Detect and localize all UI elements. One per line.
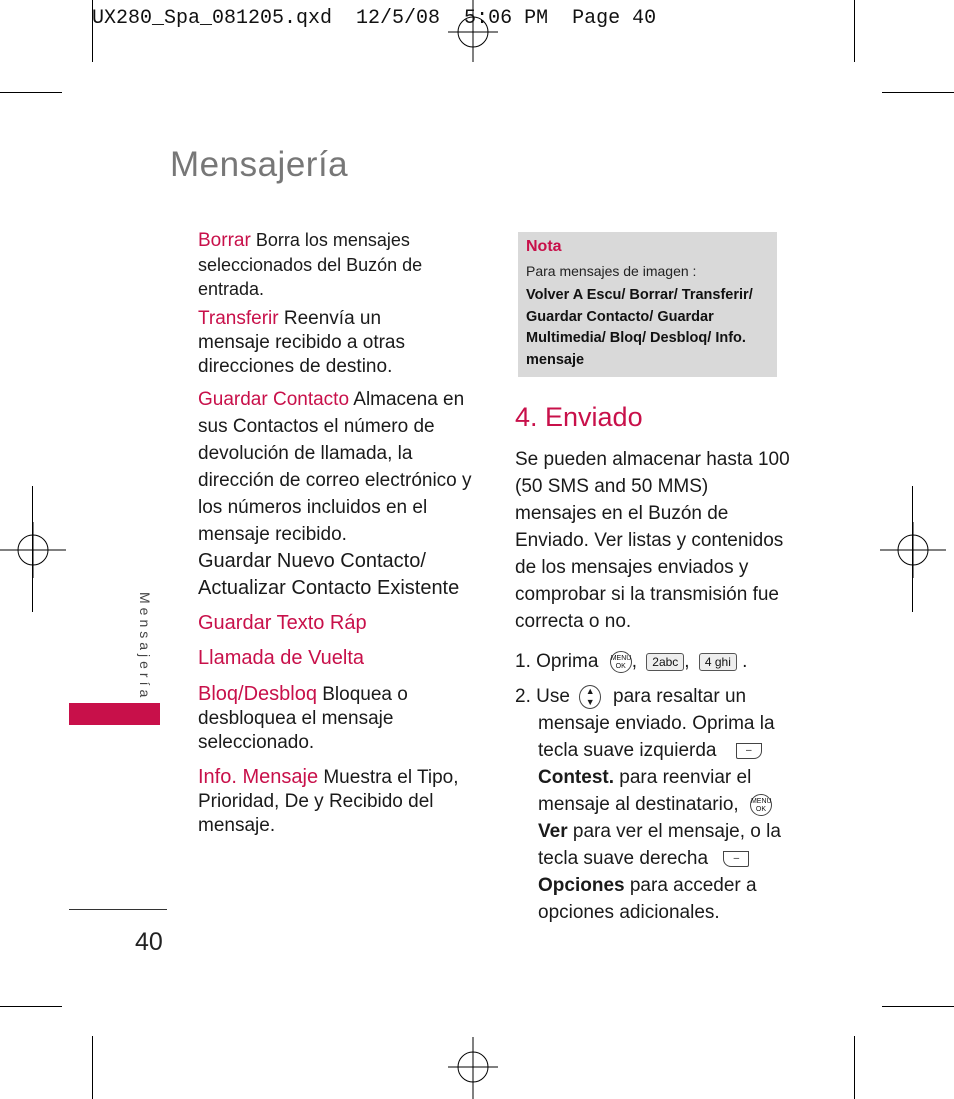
page-number: 40 [135, 928, 163, 956]
footer-rule [69, 909, 167, 910]
step2-body [538, 683, 783, 926]
step2-text-b: para reenviar el mensaje al destinatario, [538, 767, 752, 815]
step2-opciones: Opciones [538, 875, 625, 896]
nav-key-icon: ▲ ▼ [579, 685, 601, 709]
nota-intro: Para mensajes de imagen : [526, 263, 697, 279]
guardar-texto-rap: Guardar Texto Ráp [198, 612, 367, 634]
info-text: Muestra el Tipo, Prioridad, De y Recibido del mensaje. [198, 767, 459, 836]
borrar-text: Borra los mensajes seleccionados del Buzón de entrada. [198, 230, 423, 299]
step-2 [515, 683, 790, 923]
left-softkey-icon: – [736, 743, 762, 759]
registration-mark-icon [448, 1037, 498, 1099]
page-title: Mensajería [170, 145, 349, 184]
menu-ok-key-icon: MENU OK [750, 794, 772, 816]
borrar-term: Borrar [198, 230, 251, 251]
registration-mark-icon [0, 522, 66, 578]
step2-prefix: 2. Use [515, 686, 570, 707]
crop-mark [882, 1006, 954, 1007]
bloq-text: Bloquea o desbloquea el mensaje seleccionado. [198, 684, 408, 753]
info-term: Info. Mensaje [198, 766, 319, 788]
guardar-contacto-term: Guardar Contacto [198, 389, 350, 410]
crop-mark [882, 92, 954, 93]
bloq-term: Bloq/Desbloq [198, 683, 317, 705]
info-entry [198, 765, 468, 838]
transferir-entry [198, 307, 458, 379]
nota-box [518, 232, 777, 377]
section-paragraph: Se pueden almacenar hasta 100 (50 SMS and 50 MMS) mensajes en el Buzón de Enviado. Ver listas y contenidos de los mensajes enviados y comprobar si la transmisión fue correcta o no. [515, 449, 790, 632]
crop-mark [92, 1036, 93, 1099]
crop-mark [0, 1006, 62, 1007]
transferir-text: Reenvía un mensaje recibido a otras direcciones de destino. [198, 308, 405, 377]
nota-label: Nota [526, 238, 562, 255]
step2-text-a: para resaltar un mensaje enviado. Oprima la tecla suave izquierda [538, 686, 775, 761]
key-2abc-icon: 2abc [646, 653, 684, 671]
crop-mark [854, 0, 855, 62]
guardar-nuevo-contacto: Guardar Nuevo Contacto/ Actualizar Contacto Existente [198, 550, 460, 599]
guardar-contacto-text: Almacena en sus Contactos el número de devolución de llamada, la dirección de correo electrónico y los números incluidos en el mensaje recibido. [198, 389, 472, 545]
step-1: 1. Oprima MENU OK , 2abc , 4 ghi . [515, 651, 748, 672]
borrar-entry [198, 228, 478, 301]
right-softkey-icon: – [723, 851, 749, 867]
llamada-de-vuelta: Llamada de Vuelta [198, 647, 365, 669]
crop-mark [854, 1036, 855, 1099]
key-4ghi-icon: 4 ghi [699, 653, 737, 671]
step2-text-d: para acceder a opciones adicionales. [538, 875, 757, 923]
step2-contest: Contest. [538, 767, 614, 788]
print-header: UX280_Spa_081205.qxd 12/5/08 5:06 PM Page 40 [92, 7, 657, 30]
registration-mark-icon [880, 522, 946, 578]
menu-ok-key-icon: MENU OK [610, 651, 632, 673]
transferir-term: Transferir [198, 308, 279, 329]
sidebar-label: Mensajería [137, 592, 153, 702]
step2-ver: Ver [538, 821, 568, 842]
guardar-contacto-entry [198, 386, 473, 548]
nota-commands: Volver A Escu/ Borrar/ Transferir/ Guardar Contacto/ Guardar Multimedia/ Bloq/ Desbloq/ Info. mensaje [526, 287, 753, 368]
section-title: 4. Enviado [515, 402, 643, 432]
step1-prefix: 1. Oprima [515, 651, 599, 672]
sidebar-accent-bar [69, 703, 160, 725]
crop-mark [0, 92, 62, 93]
bloq-entry [198, 682, 438, 755]
step2-text-c: para ver el mensaje, o la tecla suave derecha [538, 821, 781, 869]
